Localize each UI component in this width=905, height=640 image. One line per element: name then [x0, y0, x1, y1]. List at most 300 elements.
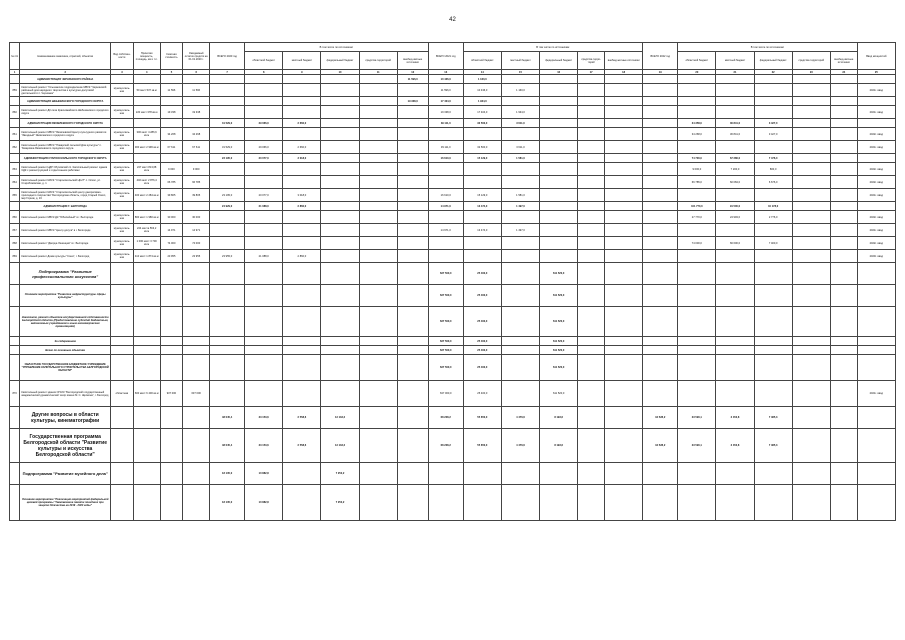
- section-title: ОБЛАСТНОЕ ГОСУДАРСТВЕННОЕ БЮДЖЕТНОЕ УЧРЕЖДЕНИЕ "УПРАВЛЕНИЕ КАПИТАЛЬНОГО СТРОИТЕЛЬСТВА БЕЛГОРОДСКОЙ ОБЛАСТИ": [20, 355, 111, 381]
- header-group-2022: В том числе по источникам:: [678, 43, 857, 52]
- table-cell: [133, 202, 160, 211]
- table-cell: [643, 337, 678, 346]
- table-cell: [210, 163, 245, 176]
- section-title: Всего по основным объектам: [20, 346, 111, 355]
- table-cell: [133, 463, 160, 485]
- section-title: Заказчиком, ремонт объектов государственной собственности Белгородской области (Предоставление субсидий бюджетным, автономным учреждениям и иным некоммерческим организациям): [20, 307, 111, 337]
- table-cell: [578, 176, 605, 189]
- table-cell: [359, 75, 397, 84]
- table-cell: [283, 463, 321, 485]
- table-cell: [501, 381, 539, 407]
- table-cell: 34 268,0: [678, 128, 716, 141]
- object-name: Капитальный ремонт МАУК "Старооскольский центр декоративно-прикладного творчества" Белгородская область, город Старый Оскол, мкр Горняк, д. 16: [20, 189, 111, 202]
- budget-table: [9, 42, 896, 521]
- table-cell: [321, 263, 359, 285]
- table-cell: [830, 381, 857, 407]
- table-cell: [321, 237, 359, 250]
- object-name: Капитальный ремонт МБУК "Яковлевский Центр культурного развития "Звездный" Яковлевского городского округа: [20, 128, 111, 141]
- table-cell: 14 971: [160, 224, 183, 237]
- table-cell: 10 882,8: [245, 463, 283, 485]
- table-cell: [183, 97, 210, 106]
- table-cell: 7 252,2: [321, 485, 359, 521]
- table-cell: [754, 485, 792, 521]
- row-number: 861: [10, 128, 20, 141]
- table-cell: [643, 106, 678, 119]
- column-number: 6: [183, 70, 210, 75]
- table-cell: [578, 381, 605, 407]
- table-cell: [283, 211, 321, 224]
- table-cell: [578, 189, 605, 202]
- table-cell: 14 971,0: [428, 202, 463, 211]
- row-number: 869: [10, 250, 20, 263]
- total-title: Основное мероприятие "Реализация мероприятий федеральной целевой программы "Увековечение памяти погибших при защите Отечества на 2019 - 2024 годы": [20, 485, 111, 521]
- table-cell: [397, 250, 428, 263]
- header-terr-2021: средства терри-торий: [578, 52, 605, 70]
- table-cell: [792, 128, 830, 141]
- table-cell: 3 452,8: [716, 429, 754, 463]
- table-cell: 1 934,0: [463, 97, 501, 106]
- row-number: 863: [10, 163, 20, 176]
- table-cell: [397, 463, 428, 485]
- table-cell: 30 000: [160, 211, 183, 224]
- table-cell: 33 153,6: [245, 429, 283, 463]
- table-cell: [133, 307, 160, 337]
- table-cell: [540, 163, 578, 176]
- table-cell: [428, 163, 463, 176]
- table-cell: [359, 337, 397, 346]
- table-cell: [321, 106, 359, 119]
- object-name: АДМИНИСТРАЦИЯ Г. БЕЛГОРОДА: [20, 202, 111, 211]
- table-cell: [133, 407, 160, 429]
- table-cell: [359, 263, 397, 285]
- table-cell: 19 338: [160, 106, 183, 119]
- table-cell: [830, 237, 857, 250]
- table-cell: муници-паль-ная: [111, 128, 134, 141]
- table-cell: 19 338,0: [397, 97, 428, 106]
- table-cell: [321, 211, 359, 224]
- table-cell: 25 400,0: [463, 381, 501, 407]
- table-cell: [321, 154, 359, 163]
- obl-2021: 25 400,0: [463, 337, 501, 346]
- table-cell: 9 000: [160, 163, 183, 176]
- table-cell: [210, 106, 245, 119]
- table-cell: [830, 224, 857, 237]
- table-cell: 2021г. ввод: [857, 106, 895, 119]
- table-cell: [678, 463, 716, 485]
- table-cell: [830, 463, 857, 485]
- table-cell: 24 929,0: [210, 202, 245, 211]
- table-cell: [643, 307, 678, 337]
- table-cell: [792, 176, 830, 189]
- table-cell: [830, 307, 857, 337]
- row-number: 865: [10, 189, 20, 202]
- table-cell: 91 500,0: [716, 202, 754, 211]
- table-cell: [428, 128, 463, 141]
- table-cell: 23 955: [183, 250, 210, 263]
- table-row: [10, 141, 896, 154]
- table-cell: [397, 202, 428, 211]
- table-cell: 410 мест 1 874 кв.м: [133, 250, 160, 263]
- header-deadline: Ввод мощностей: [857, 43, 895, 70]
- table-cell: 220 мест 378 кв.м: [133, 106, 160, 119]
- table-cell: [183, 485, 210, 521]
- table-cell: 15 129,0: [463, 189, 501, 202]
- table-cell: 7 400,0: [754, 237, 792, 250]
- row-number: 860: [10, 106, 20, 119]
- table-cell: [605, 237, 643, 250]
- table-cell: [716, 106, 754, 119]
- total-2020: 48 045,4: [210, 407, 245, 429]
- table-cell: 19 338: [183, 106, 210, 119]
- table-cell: [111, 75, 134, 84]
- table-cell: [245, 285, 283, 307]
- table-cell: [578, 211, 605, 224]
- column-number: 13: [428, 70, 463, 75]
- table-cell: 1 497,0: [501, 224, 539, 237]
- table-cell: [501, 355, 539, 381]
- table-cell: [578, 250, 605, 263]
- table-cell: [359, 463, 397, 485]
- table-cell: [716, 463, 754, 485]
- fed-2021: 611 520,0: [540, 263, 578, 285]
- table-cell: [397, 154, 428, 163]
- table-cell: [716, 285, 754, 307]
- table-cell: [283, 237, 321, 250]
- table-cell: [210, 97, 245, 106]
- object-name: Капитальный ремонт "Ольшанское подразделение МБУК "Чернянский районный дом народного творчества и культурно-досуговой деятельности п. Чернянка": [20, 84, 111, 97]
- table-cell: 2 660,0: [283, 119, 321, 128]
- table-row: [10, 119, 896, 128]
- table-cell: [283, 176, 321, 189]
- table-cell: [792, 163, 830, 176]
- table-row: [10, 202, 896, 211]
- table-row: [10, 237, 896, 250]
- table-cell: [605, 407, 643, 429]
- table-cell: [359, 97, 397, 106]
- table-cell: [245, 224, 283, 237]
- table-cell: [10, 407, 20, 429]
- table-cell: [857, 202, 895, 211]
- header-group-2020: В том числе по источникам:: [245, 43, 429, 52]
- table-cell: [540, 463, 578, 485]
- table-cell: [792, 84, 830, 97]
- table-cell: [605, 346, 643, 355]
- table-cell: муници-паль-ная: [111, 250, 134, 263]
- table-cell: [643, 285, 678, 307]
- table-cell: [540, 224, 578, 237]
- table-cell: [792, 202, 830, 211]
- table-cell: [540, 141, 578, 154]
- table-cell: [578, 485, 605, 521]
- table-cell: [540, 485, 578, 521]
- obl-2021: 25 400,0: [463, 263, 501, 285]
- table-cell: [540, 128, 578, 141]
- table-cell: [283, 163, 321, 176]
- table-cell: [245, 237, 283, 250]
- column-number: 12: [397, 70, 428, 75]
- header-local-2021: местный бюджет: [501, 52, 539, 70]
- table-cell: [210, 84, 245, 97]
- table-cell: [359, 407, 397, 429]
- table-cell: [359, 224, 397, 237]
- table-cell: 21 088,0: [245, 250, 283, 263]
- table-cell: [716, 263, 754, 285]
- total-2021: [428, 463, 463, 485]
- table-cell: 13 133,2: [321, 407, 359, 429]
- column-number: 8: [245, 70, 283, 75]
- table-cell: [160, 202, 183, 211]
- table-cell: [397, 128, 428, 141]
- object-name: Капитальный ремонт ЦДР Обуховский сп. Капитальный ремонт здания СДК с реконструкцией и отделочными работами: [20, 163, 111, 176]
- table-cell: [210, 176, 245, 189]
- table-cell: [678, 346, 716, 355]
- table-cell: 7 485,3: [754, 429, 792, 463]
- table-cell: [792, 237, 830, 250]
- table-cell: [210, 237, 245, 250]
- table-cell: [857, 263, 895, 285]
- table-cell: [792, 307, 830, 337]
- table-cell: [830, 163, 857, 176]
- table-cell: [605, 285, 643, 307]
- table-cell: [210, 285, 245, 307]
- table-cell: [501, 463, 539, 485]
- table-cell: [133, 485, 160, 521]
- table-cell: 20 077,0: [245, 189, 283, 202]
- table-cell: [183, 119, 210, 128]
- table-row: [10, 285, 896, 307]
- table-cell: 21 088,0: [245, 202, 283, 211]
- table-cell: [133, 119, 160, 128]
- table-cell: 10 178,0: [754, 202, 792, 211]
- table-cell: [605, 154, 643, 163]
- table-cell: [643, 237, 678, 250]
- table-cell: [160, 337, 183, 346]
- table-cell: [716, 84, 754, 97]
- table-cell: [754, 84, 792, 97]
- table-row: [10, 128, 896, 141]
- header-fed-2021: федеральный бюджет: [540, 52, 578, 70]
- table-row: [10, 381, 896, 407]
- table-row: [10, 106, 896, 119]
- table-cell: [678, 224, 716, 237]
- header-extra-2021: внебюд-жетные источники: [605, 52, 643, 70]
- table-cell: [578, 84, 605, 97]
- table-row: [10, 211, 896, 224]
- table-cell: 23 590,1: [678, 429, 716, 463]
- table-cell: 32 500,0: [463, 141, 501, 154]
- table-cell: 67 611: [183, 141, 210, 154]
- table-cell: [10, 307, 20, 337]
- object-name: АДМИНИСТРАЦИЯ ЧЕРНЯНСКОГО РАЙОНА: [20, 75, 111, 84]
- table-cell: 2021г. ввод: [857, 84, 895, 97]
- table-cell: [857, 154, 895, 163]
- table-cell: муници-паль-ная: [111, 106, 134, 119]
- table-cell: [359, 154, 397, 163]
- fed-2021: 611 520,0: [540, 337, 578, 346]
- object-name: Капитальный ремонт МАУК "Старооскольский ЦКиТ" с. Оскол, ул. Старобязовская, д. 1: [20, 176, 111, 189]
- table-cell: [792, 485, 830, 521]
- total-2021: 68 228,2: [428, 429, 463, 463]
- table-cell: 637 000,0: [428, 381, 463, 407]
- table-cell: [501, 128, 539, 141]
- header-obl-2022: областной бюджет: [678, 52, 716, 70]
- table-cell: [830, 176, 857, 189]
- table-cell: [716, 189, 754, 202]
- table-cell: 31 529,0: [210, 119, 245, 128]
- table-cell: [678, 307, 716, 337]
- table-cell: [792, 285, 830, 307]
- table-cell: 16 610,0: [428, 154, 463, 163]
- table-cell: [160, 485, 183, 521]
- table-cell: [605, 211, 643, 224]
- table-cell: [133, 429, 160, 463]
- column-number: 21: [716, 70, 754, 75]
- table-cell: [321, 141, 359, 154]
- table-cell: [397, 106, 428, 119]
- table-cell: 24 993,0: [716, 211, 754, 224]
- fed-2021: 611 520,0: [540, 307, 578, 337]
- table-cell: 2 558,6: [283, 429, 321, 463]
- table-cell: [397, 119, 428, 128]
- table-cell: [643, 202, 678, 211]
- total-2021: [428, 485, 463, 521]
- table-cell: [245, 355, 283, 381]
- table-cell: 300 мест 4 286,6 кв.м: [133, 128, 160, 141]
- table-cell: [754, 263, 792, 285]
- table-cell: [540, 75, 578, 84]
- total-2022: 34 528,2: [643, 429, 678, 463]
- table-row: [10, 463, 896, 485]
- table-row: [10, 176, 896, 189]
- table-cell: 2022г. ввод: [857, 176, 895, 189]
- table-cell: [359, 355, 397, 381]
- table-cell: [160, 119, 183, 128]
- total-2022: 34 528,2: [643, 407, 678, 429]
- table-cell: [605, 106, 643, 119]
- table-cell: [501, 237, 539, 250]
- table-cell: [830, 429, 857, 463]
- table-cell: [578, 141, 605, 154]
- table-cell: [605, 355, 643, 381]
- table-cell: [245, 263, 283, 285]
- table-cell: [160, 429, 183, 463]
- table-cell: [210, 337, 245, 346]
- row-number: [10, 97, 20, 106]
- table-cell: 9 000: [183, 163, 210, 176]
- table-cell: [857, 346, 895, 355]
- table-cell: 66 785,0: [678, 176, 716, 189]
- table-cell: [321, 250, 359, 263]
- table-cell: [463, 237, 501, 250]
- table-cell: [501, 263, 539, 285]
- total-2021: 637 500,0: [428, 307, 463, 337]
- table-cell: [605, 75, 643, 84]
- table-row: [10, 224, 896, 237]
- table-cell: [754, 463, 792, 485]
- row-number: 866: [10, 211, 20, 224]
- table-cell: [754, 141, 792, 154]
- table-cell: [678, 84, 716, 97]
- table-cell: [540, 250, 578, 263]
- table-cell: [792, 346, 830, 355]
- table-cell: [578, 97, 605, 106]
- table-cell: [540, 211, 578, 224]
- header-cost: Сметная стоимость: [160, 43, 183, 70]
- table-cell: [183, 337, 210, 346]
- column-number: 11: [359, 70, 397, 75]
- table-cell: 14 971: [183, 224, 210, 237]
- table-row: [10, 263, 896, 285]
- table-cell: [133, 154, 160, 163]
- table-cell: [716, 485, 754, 521]
- object-name: Капитальный ремонт ДК села Красномайского Шебекинского городского округа: [20, 106, 111, 119]
- table-cell: [792, 463, 830, 485]
- table-cell: [283, 97, 321, 106]
- page-number: 42: [449, 17, 456, 23]
- table-cell: [830, 202, 857, 211]
- table-cell: [397, 407, 428, 429]
- deadline: 2021г. ввод: [857, 381, 895, 407]
- table-cell: [397, 141, 428, 154]
- table-cell: [830, 141, 857, 154]
- table-cell: [183, 355, 210, 381]
- table-cell: [643, 97, 678, 106]
- table-cell: [359, 176, 397, 189]
- table-cell: [754, 189, 792, 202]
- table-cell: 74 000,0: [678, 237, 716, 250]
- table-cell: [830, 485, 857, 521]
- table-cell: 3 018,0: [283, 154, 321, 163]
- table-cell: [643, 224, 678, 237]
- table-row: [10, 189, 896, 202]
- column-number: 15: [501, 70, 539, 75]
- table-cell: [643, 163, 678, 176]
- table-cell: муници-паль-ная: [111, 224, 134, 237]
- header-fed-2022: федеральный бюджет: [754, 52, 792, 70]
- table-cell: [359, 128, 397, 141]
- table-cell: [321, 176, 359, 189]
- table-cell: [857, 337, 895, 346]
- table-cell: 4 476,6: [501, 407, 539, 429]
- total-2021: 637 500,0: [428, 337, 463, 346]
- table-cell: [605, 189, 643, 202]
- table-cell: [183, 307, 210, 337]
- table-cell: [830, 263, 857, 285]
- header-fed-2020: федеральный бюджет: [321, 52, 359, 70]
- table-cell: 800,0: [754, 163, 792, 176]
- table-cell: [792, 224, 830, 237]
- header-local-2020: местный бюджет: [283, 52, 321, 70]
- column-number: 9: [283, 70, 321, 75]
- table-cell: [678, 189, 716, 202]
- table-cell: [10, 337, 20, 346]
- column-number: 20: [678, 70, 716, 75]
- column-number: 22: [754, 70, 792, 75]
- row-number: 862: [10, 141, 20, 154]
- table-cell: [643, 75, 678, 84]
- table-cell: [321, 189, 359, 202]
- table-cell: [245, 307, 283, 337]
- table-cell: [643, 189, 678, 202]
- table-cell: 67 286,0: [716, 154, 754, 163]
- table-cell: [605, 337, 643, 346]
- fed-2021: 611 520,0: [540, 355, 578, 381]
- table-cell: [501, 285, 539, 307]
- header-name: Наименование заказчика, отраслей, объектов: [20, 43, 111, 70]
- table-cell: [830, 97, 857, 106]
- table-cell: 1 934,0: [501, 106, 539, 119]
- table-cell: [578, 263, 605, 285]
